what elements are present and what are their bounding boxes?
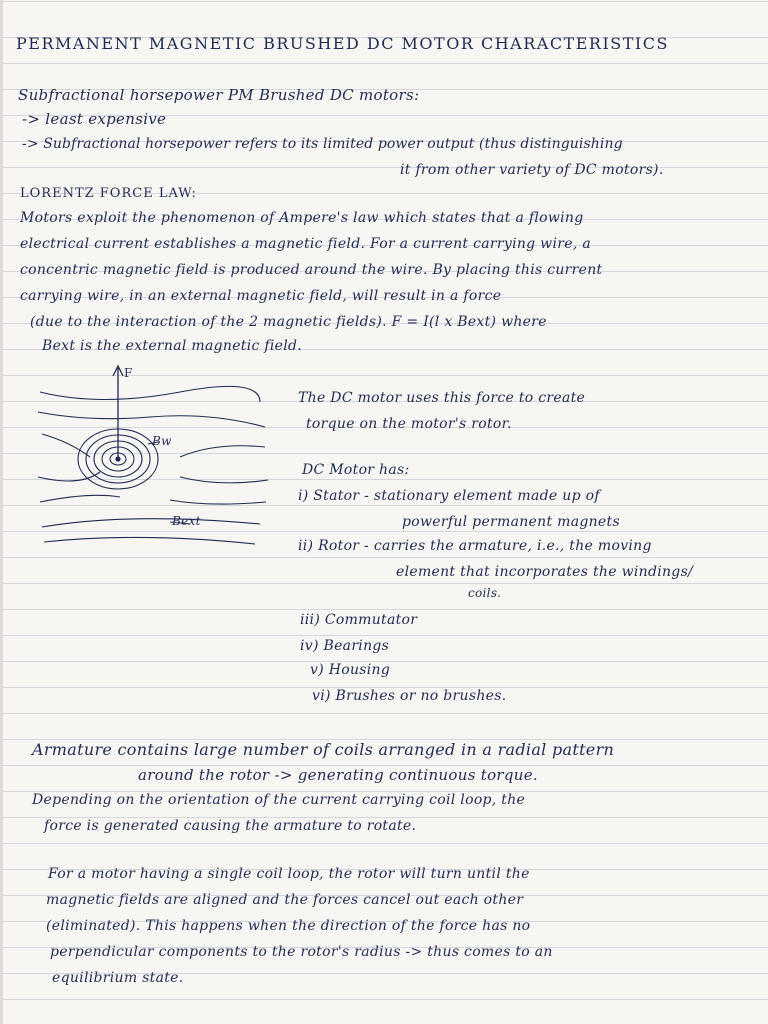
stator-line-1: i) Stator - stationary element made up of: [298, 488, 600, 504]
item-bearings: iv) Bearings: [300, 638, 390, 654]
lorentz-heading: LORENTZ FORCE LAW:: [20, 186, 197, 201]
rotor-line-3: coils.: [468, 586, 502, 600]
single-loop-line-5: equilibrium state.: [52, 970, 184, 986]
bullet-least-expensive: -> least expensive: [22, 110, 167, 128]
lorentz-line-6: Bext is the external magnetic field.: [42, 338, 303, 354]
diagram-label-bw: Bw: [152, 434, 172, 448]
item-housing: v) Housing: [310, 662, 391, 678]
lorentz-line-3: concentric magnetic field is produced around the wire. By placing this current: [20, 262, 603, 278]
lorentz-force-diagram: [30, 362, 280, 552]
item-commutator: iii) Commutator: [300, 612, 418, 628]
page-title: PERMANENT MAGNETIC BRUSHED DC MOTOR CHARACTERISTICS: [16, 34, 669, 53]
item-brushes: vi) Brushes or no brushes.: [312, 688, 507, 704]
subfractional-heading: Subfractional horsepower PM Brushed DC motors:: [18, 86, 420, 104]
diagram-label-bext: Bext: [172, 514, 201, 528]
armature-line-4: force is generated causing the armature to rotate.: [44, 818, 417, 834]
bullet-subfractional-line2: it from other variety of DC motors).: [400, 162, 664, 178]
torque-line-2: torque on the motor's rotor.: [306, 416, 512, 432]
dc-motor-has: DC Motor has:: [302, 462, 410, 478]
lorentz-line-2: electrical current establishes a magnetic field. For a current carrying wire, a: [20, 236, 591, 252]
single-loop-line-4: perpendicular components to the rotor's radius -> thus comes to an: [50, 944, 553, 960]
rotor-line-1: ii) Rotor - carries the armature, i.e., the moving: [298, 538, 652, 554]
single-loop-line-3: (eliminated). This happens when the direction of the force has no: [46, 918, 531, 934]
armature-line-3: Depending on the orientation of the current carrying coil loop, the: [32, 792, 526, 808]
lorentz-line-1: Motors exploit the phenomenon of Ampere's law which states that a flowing: [20, 210, 584, 226]
stator-line-2: powerful permanent magnets: [402, 514, 620, 530]
single-loop-line-1: For a motor having a single coil loop, the rotor will turn until the: [48, 866, 530, 882]
armature-line-2: around the rotor -> generating continuous torque.: [138, 766, 538, 784]
lorentz-line-4: carrying wire, in an external magnetic field, will result in a force: [20, 288, 502, 304]
torque-line-1: The DC motor uses this force to create: [298, 390, 586, 406]
single-loop-line-2: magnetic fields are aligned and the forces cancel out each other: [46, 892, 524, 908]
page-margin: [0, 0, 3, 1024]
lorentz-line-5: (due to the interaction of the 2 magnetic fields). F = I(l x Bext) where: [30, 314, 547, 330]
rotor-line-2: element that incorporates the windings/: [396, 564, 694, 580]
armature-line-1: Armature contains large number of coils arranged in a radial pattern: [32, 740, 615, 759]
diagram-label-force: F: [124, 366, 133, 380]
bullet-subfractional-line1: -> Subfractional horsepower refers to its limited power output (thus distinguishing: [22, 136, 623, 152]
